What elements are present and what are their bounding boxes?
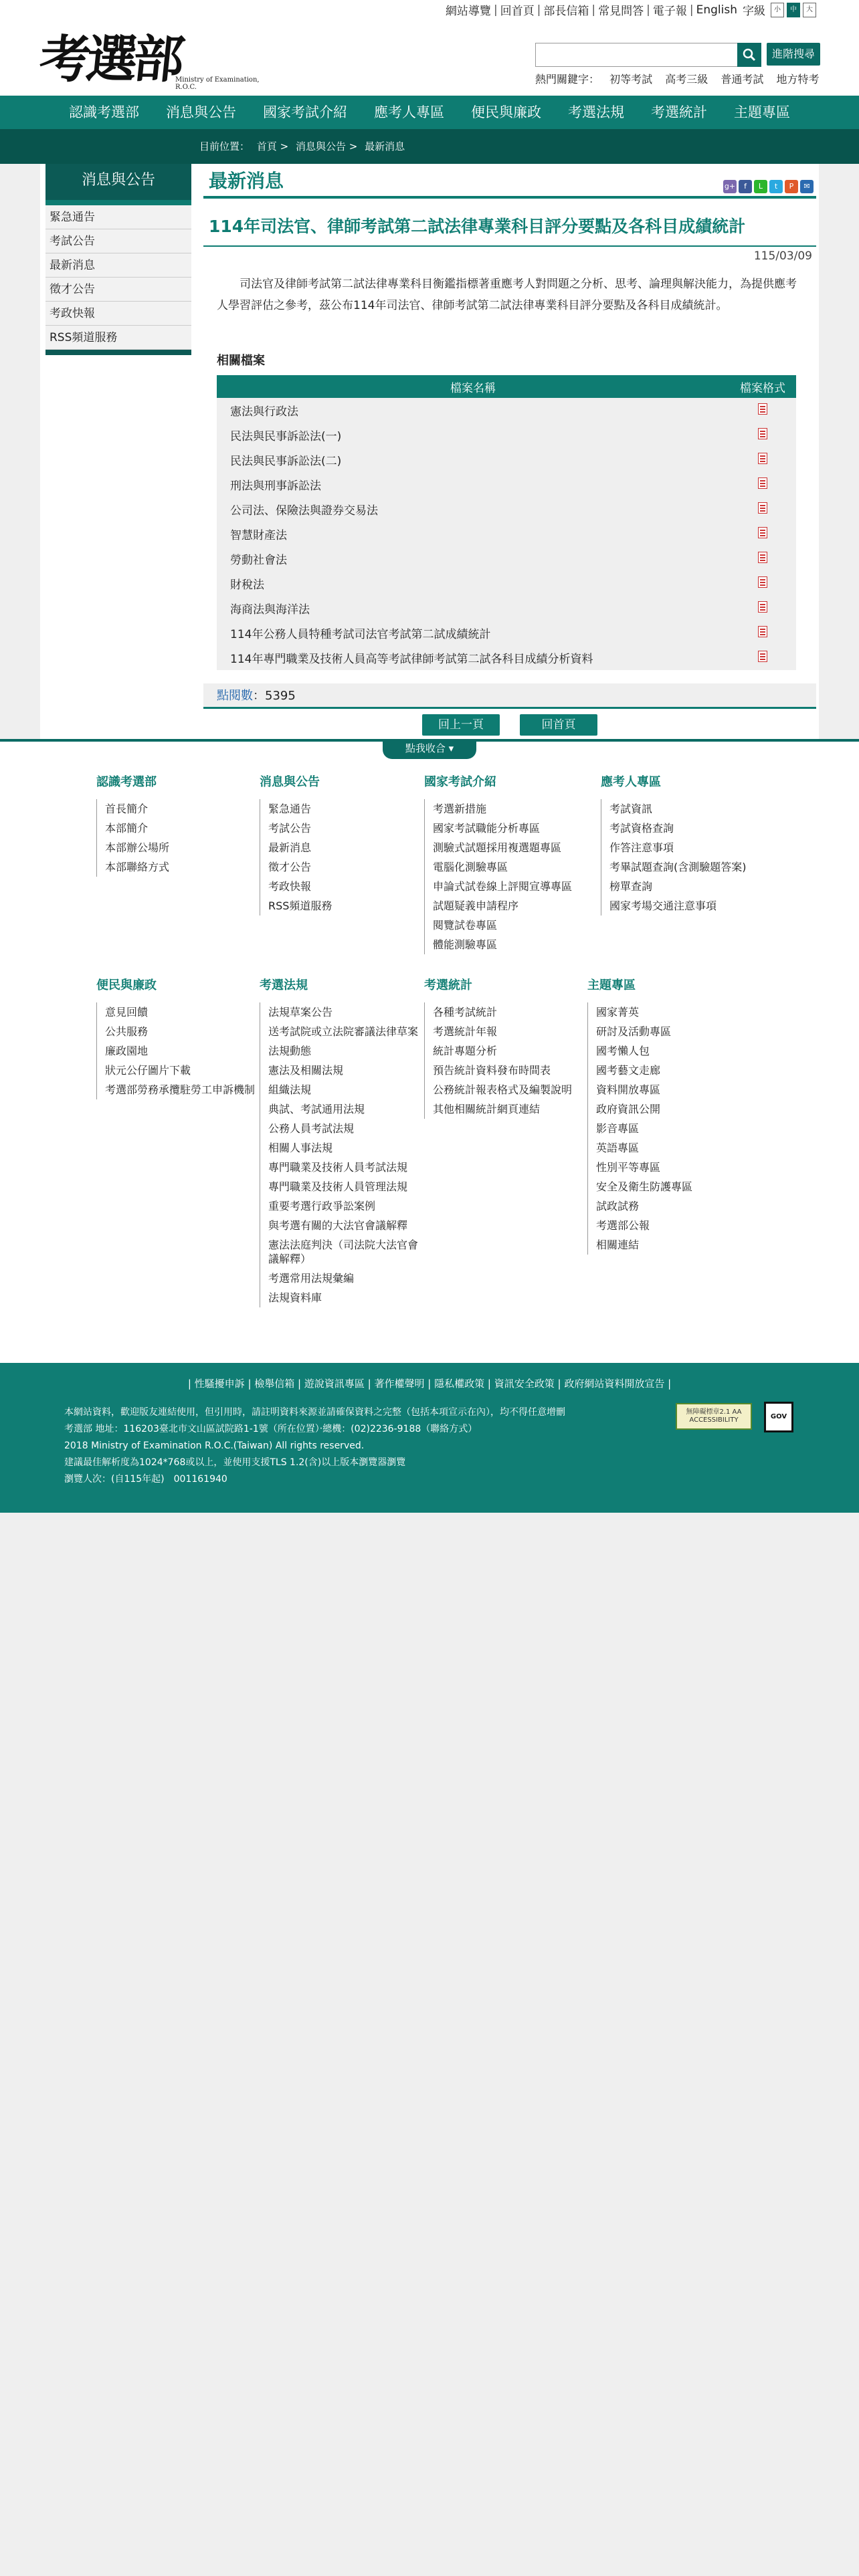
font-size-large-button[interactable]: 大 <box>803 3 816 17</box>
main-nav <box>0 96 859 129</box>
footer-resolution-note: 建議最佳解析度為1024*768或以上，並使用支援TLS 1.2(含)以上版本瀏覽器瀏覽 <box>64 1457 406 1468</box>
separator: | <box>537 3 541 17</box>
sitemap-column-title[interactable]: 認識考選部 <box>96 775 157 789</box>
sitemap-link[interactable]: 緊急通告 <box>268 802 312 815</box>
footer-link[interactable]: 著作權聲明 <box>374 1378 425 1390</box>
table-row <box>217 571 796 596</box>
nav-item-candidates[interactable]: 應考人專區 <box>374 104 444 120</box>
sitemap-link[interactable]: 體能測驗專區 <box>433 938 498 951</box>
sitemap-link[interactable]: 重要考選行政爭訟案例 <box>268 1200 376 1212</box>
article-title: 114年司法官、律師考試第二試法律專業科目評分要點及各科目成績統計 <box>203 213 816 247</box>
sitemap-link[interactable]: 本部聯絡方式 <box>105 861 170 873</box>
sitemap-link[interactable]: 性別平等專區 <box>596 1161 661 1174</box>
table-header-row <box>217 375 796 398</box>
footer-link[interactable]: 政府網站資料開放宣告 <box>564 1378 665 1390</box>
file-link[interactable]: 114年專門職業及技術人員高等考試律師考試第二試各科目成績分析資料 <box>230 653 593 666</box>
font-size-label: 字級 <box>743 5 765 18</box>
table-row <box>217 645 796 670</box>
sitemap-link[interactable]: 相關連結 <box>596 1239 640 1251</box>
back-button[interactable]: 回上一頁 <box>422 714 500 736</box>
share-plurk-icon[interactable]: g+ <box>723 180 737 193</box>
footer-sitemap <box>0 739 859 1363</box>
sitemap-link[interactable]: 考試公告 <box>268 822 312 835</box>
main-content-area <box>40 164 819 739</box>
hit-counter-value: 5395 <box>265 689 296 703</box>
sidebar-item-latest-news[interactable]: 最新消息 <box>45 253 191 278</box>
section-title: 最新消息 <box>209 170 284 192</box>
sitemap-link[interactable]: 憲法及相關法規 <box>268 1064 344 1077</box>
sitemap-link[interactable]: 考試資訊 <box>609 802 653 815</box>
hot-keywords <box>535 71 819 86</box>
sitemap-link[interactable]: 公共服務 <box>105 1025 149 1038</box>
file-link[interactable]: 民法與民事訴訟法(一) <box>230 430 342 443</box>
hot-keyword[interactable]: 地方特考 <box>776 73 820 86</box>
files-title: 相關檔案 <box>217 354 265 368</box>
file-link[interactable]: 公司法、保險法與證券交易法 <box>230 504 378 518</box>
sitemap-link[interactable]: 考選常用法規彙編 <box>268 1272 355 1285</box>
footer-visitor-count: 瀏覽人次：(自115年起) 001161940 <box>64 1474 227 1485</box>
footer-link[interactable]: 檢舉信箱 <box>254 1378 295 1390</box>
site-header <box>0 0 859 96</box>
logo-calligraphy: 考選部 <box>36 29 184 89</box>
sitemap-column-title[interactable]: 考選法規 <box>260 978 308 992</box>
separator: | <box>689 3 694 17</box>
pdf-icon[interactable] <box>758 651 767 662</box>
sitemap-column-title[interactable]: 消息與公告 <box>260 775 320 789</box>
breadcrumb-sep: > <box>280 140 289 152</box>
top-link-english[interactable]: English <box>696 3 737 17</box>
gov-badge-icon[interactable]: GOV <box>764 1402 793 1432</box>
nav-item-statistics[interactable]: 考選統計 <box>651 104 707 120</box>
sitemap-link[interactable]: 狀元公仔圖片下載 <box>105 1064 191 1077</box>
table-row <box>217 621 796 645</box>
breadcrumb-news[interactable]: 消息與公告 <box>295 140 346 152</box>
nav-item-about[interactable]: 認識考選部 <box>69 104 139 120</box>
hot-keyword[interactable]: 初等考試 <box>609 73 653 86</box>
sitemap-link[interactable]: 國家考試職能分析專區 <box>433 822 541 835</box>
file-link[interactable]: 財稅法 <box>230 578 264 592</box>
article-content <box>203 164 816 736</box>
search-input[interactable] <box>535 43 760 67</box>
hit-counter-label: 點閱數 <box>217 689 253 703</box>
footer-links: | 性騷擾申訴 | 檢舉信箱 | 遊說資訊專區 | 著作權聲明 | 隱私權政策 | 資訊安全政策 | 政府網站資料開放宣告 | <box>187 1378 672 1390</box>
sitemap-column-title[interactable]: 便民與廉政 <box>96 978 157 992</box>
nav-item-news[interactable]: 消息與公告 <box>166 104 236 120</box>
share-email-icon[interactable]: ✉ <box>800 180 814 193</box>
font-size-medium-button[interactable]: 中 <box>787 3 800 17</box>
nav-item-exams[interactable]: 國家考試介紹 <box>263 104 347 120</box>
separator: | <box>591 3 596 17</box>
breadcrumb-label: 目前位置： <box>199 140 250 152</box>
sitemap-link[interactable]: 政府資訊公開 <box>596 1103 661 1115</box>
article-body: 司法官及律師考試第二試法律專業科目衡鑑指標著重應考人對問題之分析、思考、論理與解決能力，為提供應考人學習評估之參考，茲公布114年司法官、律師考試第二試法律專業科目評分要點及各科目成績統計。 <box>217 278 797 312</box>
share-line-icon[interactable]: L <box>754 180 767 193</box>
table-row <box>217 522 796 546</box>
pdf-icon[interactable] <box>758 601 767 613</box>
sitemap-link[interactable]: 考試資格查詢 <box>609 822 674 835</box>
sidebar-item-urgent[interactable]: 緊急通告 <box>45 205 191 229</box>
sitemap-link[interactable]: 本部辦公場所 <box>105 841 170 854</box>
footer-link[interactable]: 資訊安全政策 <box>494 1378 555 1390</box>
pdf-icon[interactable] <box>758 626 767 637</box>
sitemap-link[interactable]: 廉政園地 <box>105 1045 149 1057</box>
pdf-icon[interactable] <box>758 502 767 514</box>
sidebar <box>45 164 191 355</box>
sitemap-link[interactable]: 國家考場交通注意事項 <box>609 899 717 912</box>
sitemap-link[interactable]: 法規資料庫 <box>268 1291 322 1304</box>
footer-link[interactable]: 遊說資訊專區 <box>304 1378 365 1390</box>
hit-counter: 點閱數：5395 <box>203 683 816 709</box>
search-button[interactable] <box>737 43 761 67</box>
table-row <box>217 447 796 472</box>
sitemap-link[interactable]: 考選新措施 <box>433 802 487 815</box>
logo-english: Ministry of Examination, R.O.C. <box>175 76 260 91</box>
sitemap-link[interactable]: 考選部勞務承攬駐勞工申訴機制 <box>105 1083 256 1096</box>
action-buttons <box>203 714 816 736</box>
sitemap-column-title[interactable]: 主題專區 <box>587 978 636 992</box>
sitemap-link[interactable]: 法規動態 <box>268 1045 312 1057</box>
sitemap-link[interactable]: 試題疑義申請程序 <box>433 899 519 912</box>
table-header-filename: 檔案名稱 <box>217 375 729 398</box>
pdf-icon[interactable] <box>758 428 767 439</box>
sitemap-link[interactable]: 與考選有關的大法官會議解釋 <box>268 1219 408 1232</box>
pdf-icon[interactable] <box>758 552 767 563</box>
sitemap-link[interactable]: 安全及衛生防護專區 <box>596 1180 693 1193</box>
nav-item-regulations[interactable]: 考選法規 <box>568 104 624 120</box>
sitemap-link[interactable]: 榜單查詢 <box>609 880 653 893</box>
breadcrumb-latest[interactable]: 最新消息 <box>365 140 405 152</box>
accessibility-badge-icon[interactable]: 無障礙標章2.1 AA ACCESSIBILITY <box>676 1403 752 1430</box>
file-link[interactable]: 智慧財產法 <box>230 529 287 542</box>
table-row <box>217 497 796 522</box>
sitemap-link[interactable]: 試政試務 <box>596 1200 640 1212</box>
sitemap-link[interactable]: 首長簡介 <box>105 802 149 815</box>
top-link-minister-mail[interactable]: 部長信箱 <box>543 5 589 18</box>
sitemap-link[interactable]: 國考懶人包 <box>596 1045 650 1057</box>
separator: | <box>646 3 650 17</box>
top-link-home[interactable]: 回首頁 <box>500 5 535 18</box>
sitemap-link[interactable]: 相關人事法規 <box>268 1142 333 1154</box>
files-table <box>217 375 796 670</box>
sitemap-link[interactable]: 英語專區 <box>596 1142 640 1154</box>
top-link-faq[interactable]: 常見問答 <box>598 5 644 18</box>
sitemap-link[interactable]: 測驗式試題採用複選題專區 <box>433 841 562 854</box>
sidebar-item-exam-notice[interactable]: 考試公告 <box>45 229 191 253</box>
search-icon <box>743 48 756 62</box>
sidebar-bottom-bar <box>45 350 191 355</box>
sitemap-column-title[interactable]: 國家考試介紹 <box>424 775 496 789</box>
share-twitter-icon[interactable]: t <box>769 180 783 193</box>
site-footer <box>0 1363 859 1513</box>
breadcrumb-home[interactable]: 首頁 <box>256 140 277 152</box>
table-row <box>217 398 796 423</box>
sitemap-link[interactable]: 公務統計報表格式及編製說明 <box>433 1083 573 1096</box>
sitemap-link[interactable]: 考政快報 <box>268 880 312 893</box>
sitemap-link[interactable]: 憲法法庭判決（司法院大法官會議解釋） <box>268 1239 419 1265</box>
sitemap-link[interactable]: 專門職業及技術人員考試法規 <box>268 1161 408 1174</box>
table-header-format: 檔案格式 <box>729 375 796 398</box>
pdf-icon[interactable] <box>758 403 767 415</box>
footer-copyright: 2018 Ministry of Examination R.O.C.(Taiwan) All rights reserved. <box>64 1440 365 1451</box>
sitemap-column <box>260 976 420 1307</box>
pdf-icon[interactable] <box>758 576 767 588</box>
sitemap-column <box>96 772 257 877</box>
file-link[interactable]: 憲法與行政法 <box>230 405 298 419</box>
pdf-icon[interactable] <box>758 453 767 464</box>
sitemap-link[interactable]: 最新消息 <box>268 841 312 854</box>
footer-address: 考選部 地址：116203臺北市文山區試院路1-1號（所在位置）‧總機：(02)2236-9188（聯絡方式） <box>64 1424 478 1434</box>
font-size-small-button[interactable]: 小 <box>771 3 784 17</box>
sitemap-link[interactable]: 國考藝文走廊 <box>596 1064 661 1077</box>
sitemap-link[interactable]: 統計專題分析 <box>433 1045 498 1057</box>
hot-keywords-label: 熱門關鍵字： <box>535 73 600 86</box>
sitemap-link[interactable]: 典試、考試通用法規 <box>268 1103 365 1115</box>
file-link[interactable]: 民法與民事訴訟法(二) <box>230 455 342 468</box>
pdf-icon[interactable] <box>758 527 767 538</box>
sitemap-link[interactable]: RSS頻道服務 <box>268 899 332 912</box>
sitemap-link[interactable]: 作答注意事項 <box>609 841 674 854</box>
sitemap-link[interactable]: 其他相關統計網頁連結 <box>433 1103 541 1115</box>
share-print-icon[interactable]: P <box>785 180 798 193</box>
footer-link[interactable]: 隱私權政策 <box>434 1378 485 1390</box>
sitemap-link[interactable]: 考選部公報 <box>596 1219 650 1232</box>
sitemap-column-title[interactable]: 考選統計 <box>424 978 472 992</box>
advanced-search-button[interactable]: 進階搜尋 <box>767 43 820 66</box>
top-link-sitemap[interactable]: 網站導覽 <box>445 5 491 18</box>
sitemap-link[interactable]: 閱覽試卷專區 <box>433 919 498 932</box>
sitemap-link[interactable]: 考選統計年報 <box>433 1025 498 1038</box>
home-button[interactable]: 回首頁 <box>520 714 597 736</box>
share-facebook-icon[interactable]: f <box>739 180 752 193</box>
table-row <box>217 596 796 621</box>
footer-info <box>64 1404 565 1488</box>
sitemap-link[interactable]: 專門職業及技術人員管理法規 <box>268 1180 408 1193</box>
breadcrumb <box>0 129 859 164</box>
sitemap-link[interactable]: 考畢試題查詢(含測驗題答案) <box>609 861 747 873</box>
sitemap-column <box>601 772 761 916</box>
sitemap-link[interactable]: 研討及活動專區 <box>596 1025 672 1038</box>
table-row <box>217 423 796 447</box>
breadcrumb-sep: > <box>349 140 358 152</box>
file-link[interactable]: 勞動社會法 <box>230 554 287 567</box>
hot-keyword[interactable]: 普通考試 <box>721 73 764 86</box>
pdf-icon[interactable] <box>758 477 767 489</box>
sitemap-column <box>260 772 420 916</box>
site-logo[interactable] <box>36 19 281 91</box>
top-links <box>443 1 816 18</box>
sitemap-link[interactable]: 公務人員考試法規 <box>268 1122 355 1135</box>
sitemap-link[interactable]: 資料開放專區 <box>596 1083 661 1096</box>
sitemap-link[interactable]: 組織法規 <box>268 1083 312 1096</box>
sitemap-link[interactable]: 國家菁英 <box>596 1006 640 1018</box>
nav-item-services[interactable]: 便民與廉政 <box>471 104 541 120</box>
sidebar-item-recruitment[interactable]: 徵才公告 <box>45 278 191 302</box>
separator: | <box>493 3 498 17</box>
hot-keyword[interactable]: 高考三級 <box>665 73 708 86</box>
collapse-sitemap-button[interactable]: 點我收合 ▾ <box>383 739 476 759</box>
file-link[interactable]: 刑法與刑事訴訟法 <box>230 479 321 493</box>
table-row <box>217 472 796 497</box>
top-link-newsletter[interactable]: 電子報 <box>652 5 687 18</box>
sitemap-link[interactable]: 電腦化測驗專區 <box>433 861 508 873</box>
table-row <box>217 546 796 571</box>
sitemap-link[interactable]: 申論式試卷線上評閱宣導專區 <box>433 880 573 893</box>
article-date: 115/03/09 <box>753 249 812 263</box>
footer-link[interactable]: 性騷擾申訴 <box>194 1378 245 1390</box>
sitemap-link[interactable]: 意見回饋 <box>105 1006 149 1018</box>
sitemap-column <box>587 976 748 1255</box>
sitemap-column <box>424 772 585 954</box>
nav-item-topics[interactable]: 主題專區 <box>734 104 790 120</box>
sitemap-link[interactable]: 各種考試統計 <box>433 1006 498 1018</box>
sitemap-column <box>424 976 585 1119</box>
section-header <box>203 164 816 199</box>
sitemap-link[interactable]: 法規草案公告 <box>268 1006 333 1018</box>
file-link[interactable]: 海商法與海洋法 <box>230 603 310 617</box>
sitemap-column-title[interactable]: 應考人專區 <box>601 775 661 789</box>
sidebar-title: 消息與公告 <box>45 164 191 205</box>
sitemap-column <box>96 976 257 1099</box>
sidebar-item-quick-report[interactable]: 考政快報 <box>45 302 191 326</box>
sitemap-link[interactable]: 徵才公告 <box>268 861 312 873</box>
sitemap-link[interactable]: 本部簡介 <box>105 822 149 835</box>
file-link[interactable]: 114年公務人員特種考試司法官考試第二試成績統計 <box>230 628 491 641</box>
footer-copyright-notice: 本網站資料，歡迎版友連結使用，但引用時，請註明資料來源並請確保資料之完整（包括本項宣示在內），均不得任意增刪 <box>64 1407 565 1418</box>
sitemap-link[interactable]: 影音專區 <box>596 1122 640 1135</box>
sitemap-link[interactable]: 送考試院或立法院審議法律草案 <box>268 1025 419 1038</box>
sidebar-item-rss[interactable]: RSS頻道服務 <box>45 326 191 350</box>
share-icons <box>723 180 816 193</box>
sitemap-link[interactable]: 預告統計資料發布時間表 <box>433 1064 551 1077</box>
